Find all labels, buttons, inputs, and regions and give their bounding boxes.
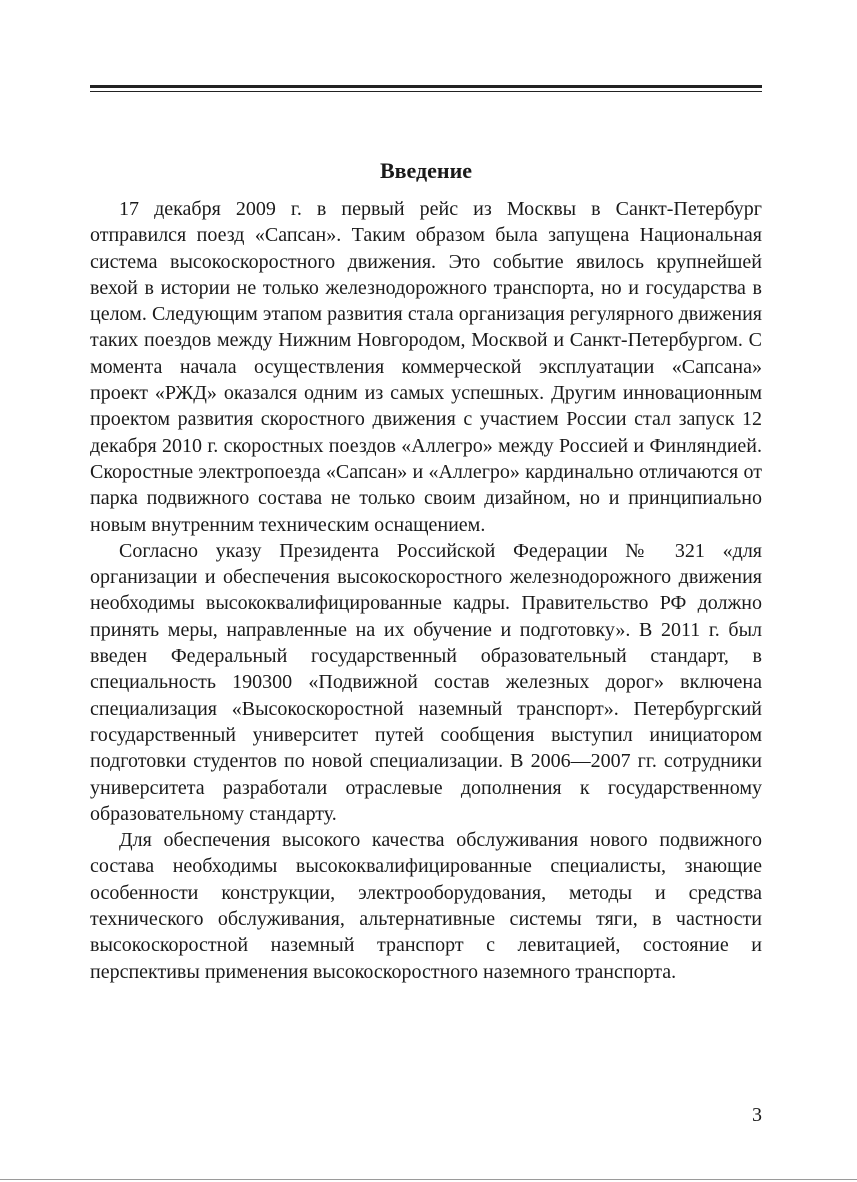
section-title: Введение [379,158,473,183]
paragraph-1: 17 декабря 2009 г. в первый рейс из Москвы в Санкт-Петербург отправился поезд «Сапсан». Таким образом была запущена Национальная система высокоскоростного движения. Это событие явилось крупнейшей вехой в истории не только железнодорожного транспорта, но и государства в целом. Следующим этапом развития стала организация регулярного движения таких поездов между Нижним Новгородом, Москвой и Санкт-Петербургом. С момента начала осуществления коммерческой эксплуатации «Сапсана» проект «РЖД» оказался одним из самых успешных. Другим инновационным проектом развития скоростного движения с участием России стал запуск 12 декабря 2010 г. скоростных поездов «Аллегро» между Россией и Финляндией. Скоростные электропоезда «Сапсан» и «Аллегро» кардинально отличаются от парка подвижного состава не только своим дизайном, но и принципиально новым внутренним техническим оснащением. [90,198,762,536]
bottom-edge-line [0,1179,857,1180]
paragraph-3: Для обеспечения высокого качества обслуживания нового подвижного состава необходимы высококвалифицированные специалисты, знающие особенности конструкции, электрооборудования, методы и средства технического обслуживания, альтернативные системы тяги, в частности высокоскоростной наземный транспорт с левитацией, состояние и перспективы применения высокоскоростного наземного транспорта. [90,829,762,983]
page-number: 3 [752,1104,762,1126]
paragraph-2: Согласно указу Президента Российской Федерации № 321 «для организации и обеспечения высокоскоростного железнодорожного движения необходимы высококвалифицированные кадры. Правительство РФ должно принять меры, направленные на их обучение и подготовку». В 2011 г. был введен Федеральный государственный образовательный стандарт, в специальность 190300 «Подвижной состав железных дорог» включена специализация «Высокоскоростной наземный транспорт». Петербургский государственный университет путей сообщения выступил инициатором подготовки студентов по новой специализации. В 2006—2007 гг. сотрудники университета разработали отраслевые дополнения к государственному образовательному стандарту. [90,539,762,825]
header-rule-secondary [90,91,762,92]
header-rule [90,85,762,88]
body-text [90,196,762,985]
